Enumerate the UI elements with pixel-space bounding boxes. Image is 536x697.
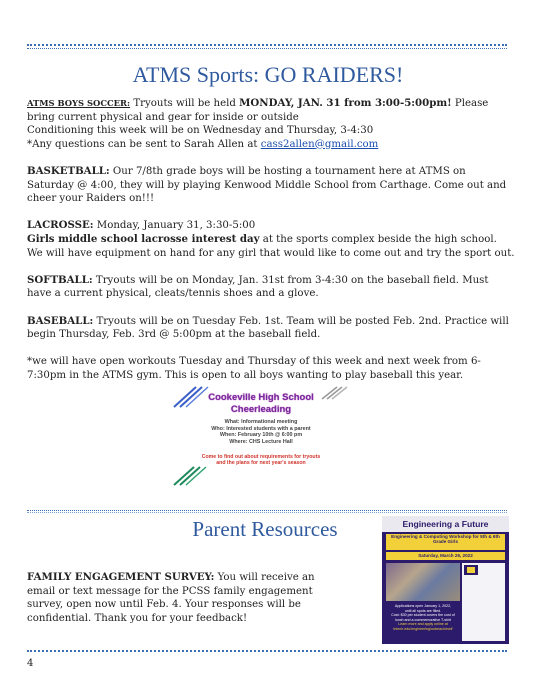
top-divider — [27, 44, 507, 46]
survey-text: You will receive an email or text message for the PCSS family engagement survey, open now until Feb. 4. Your responses will be confidential. Thank you for your feedback! — [27, 572, 315, 624]
flyer-info — [172, 419, 350, 445]
poster-details — [386, 604, 460, 641]
poster-line-3: Cost: $30 per student covers the cost of — [391, 613, 455, 618]
soccer-email-link[interactable]: cass2allen@gmail.com — [260, 138, 379, 150]
poster-link-line-1: Learn more and apply online at — [398, 622, 448, 627]
cheerleading-flyer — [172, 385, 350, 487]
lacrosse-event: Girls middle school lacrosse interest day — [27, 232, 260, 245]
flyer-info-where: Where: CHS Lecture Hall — [229, 438, 293, 445]
soccer-text: Tryouts will be held — [130, 98, 240, 109]
flyer-note — [172, 454, 350, 467]
baseball-text: Tryouts will be on Tuesday Feb. 1st. Team will be posted Feb. 2nd. Practice will begin Thursday, Feb. 3rd @ 5:00pm at the baseball field. — [27, 315, 509, 341]
flyer-note-line2: and the plans for next year's season — [216, 460, 306, 467]
softball-text: Tryouts will be on Monday, Jan. 31st from 3-4:30 on the baseball field. Must have a current physical, cleats/tennis shoes and a glove. — [27, 274, 489, 300]
poster-line-2: until all spots are filled. — [404, 608, 442, 613]
page-number: 4 — [27, 658, 34, 669]
soccer-questions: *Any questions can be sent to Sarah Allen at — [27, 138, 261, 150]
soccer-heading: ATMS BOYS SOCCER: — [27, 98, 131, 108]
middle-divider-secondary — [27, 512, 507, 513]
poster-line-1: Applications open January 1, 2022, — [394, 604, 452, 608]
flyer-title-line2: Cheerleading — [230, 404, 292, 415]
soccer-text-2: Please bring current physical and gear for inside or outside — [27, 98, 489, 123]
poster-photo-collage — [386, 563, 460, 601]
poster-date: Saturday, March 26, 2022 — [386, 552, 505, 560]
poster-line-4: lunch and a commemorative T-shirt — [394, 617, 452, 622]
lacrosse-section — [27, 219, 515, 260]
basketball-heading: BASKETBALL: — [27, 164, 110, 177]
poster-side-panel — [462, 563, 505, 641]
lacrosse-date: Monday, January 31, 3:30-5:00 — [93, 220, 256, 232]
basketball-text: Our 7/8th grade boys will be hosting a tournament here at ATMS on Saturday @ 4:00, they will by playing Kenwood Middle School from Carthage. Come out and cheer your Raiders on!!! — [27, 165, 507, 205]
lacrosse-text: at the sports complex beside the high school. We will have equipment on hand for any girl that would like to come out and try the sport out. — [27, 233, 515, 259]
soccer-section — [27, 97, 515, 151]
university-logo-icon — [464, 565, 478, 575]
basketball-section — [27, 165, 515, 206]
baseball-note: *we will have open workouts Tuesday and Thursday of this week and next week from 6-7:30pm in the ATMS gym. This is open to all boys wanting to play baseball this year. — [27, 356, 481, 381]
softball-section — [27, 274, 515, 301]
flyer-info-what: What: Informational meeting — [224, 419, 298, 425]
lacrosse-heading: LACROSSE: — [27, 219, 94, 232]
soccer-date: MONDAY, JAN. 31 from 3:00-5:00pm! — [239, 97, 452, 109]
engineering-poster — [382, 516, 509, 644]
poster-subtitle: Engineering & Computing Workshop for 5th & 6th Grade Girls — [386, 534, 505, 550]
soccer-conditioning: Conditioning this week will be on Wednesday and Thursday, 3-4:30 — [27, 125, 374, 137]
sports-content — [27, 97, 515, 396]
flyer-note-line1: Come to find out about requirements for tryouts — [201, 454, 321, 460]
flyer-title-line1: Cookeville High School — [208, 392, 314, 403]
poster-link-line-2[interactable]: tntech.edu/engineering/outreach/ewf/ — [393, 626, 453, 631]
bottom-divider — [27, 650, 507, 652]
flyer-info-when: When: February 10th @ 6:00 pm — [219, 432, 303, 439]
parent-resources-title: Parent Resources — [192, 517, 338, 541]
family-survey-section — [27, 571, 327, 625]
flyer-info-who: Who: Interested students with a parent — [211, 425, 311, 432]
page-title: ATMS Sports: GO RAIDERS! — [132, 62, 404, 87]
baseball-section — [27, 315, 515, 342]
softball-heading: SOFTBALL: — [27, 273, 93, 286]
baseball-heading: BASEBALL: — [27, 314, 94, 327]
survey-heading: FAMILY ENGAGEMENT SURVEY: — [27, 571, 215, 583]
poster-title: Engineering a Future — [382, 516, 509, 532]
middle-divider — [27, 510, 507, 511]
top-divider-secondary — [27, 48, 507, 49]
